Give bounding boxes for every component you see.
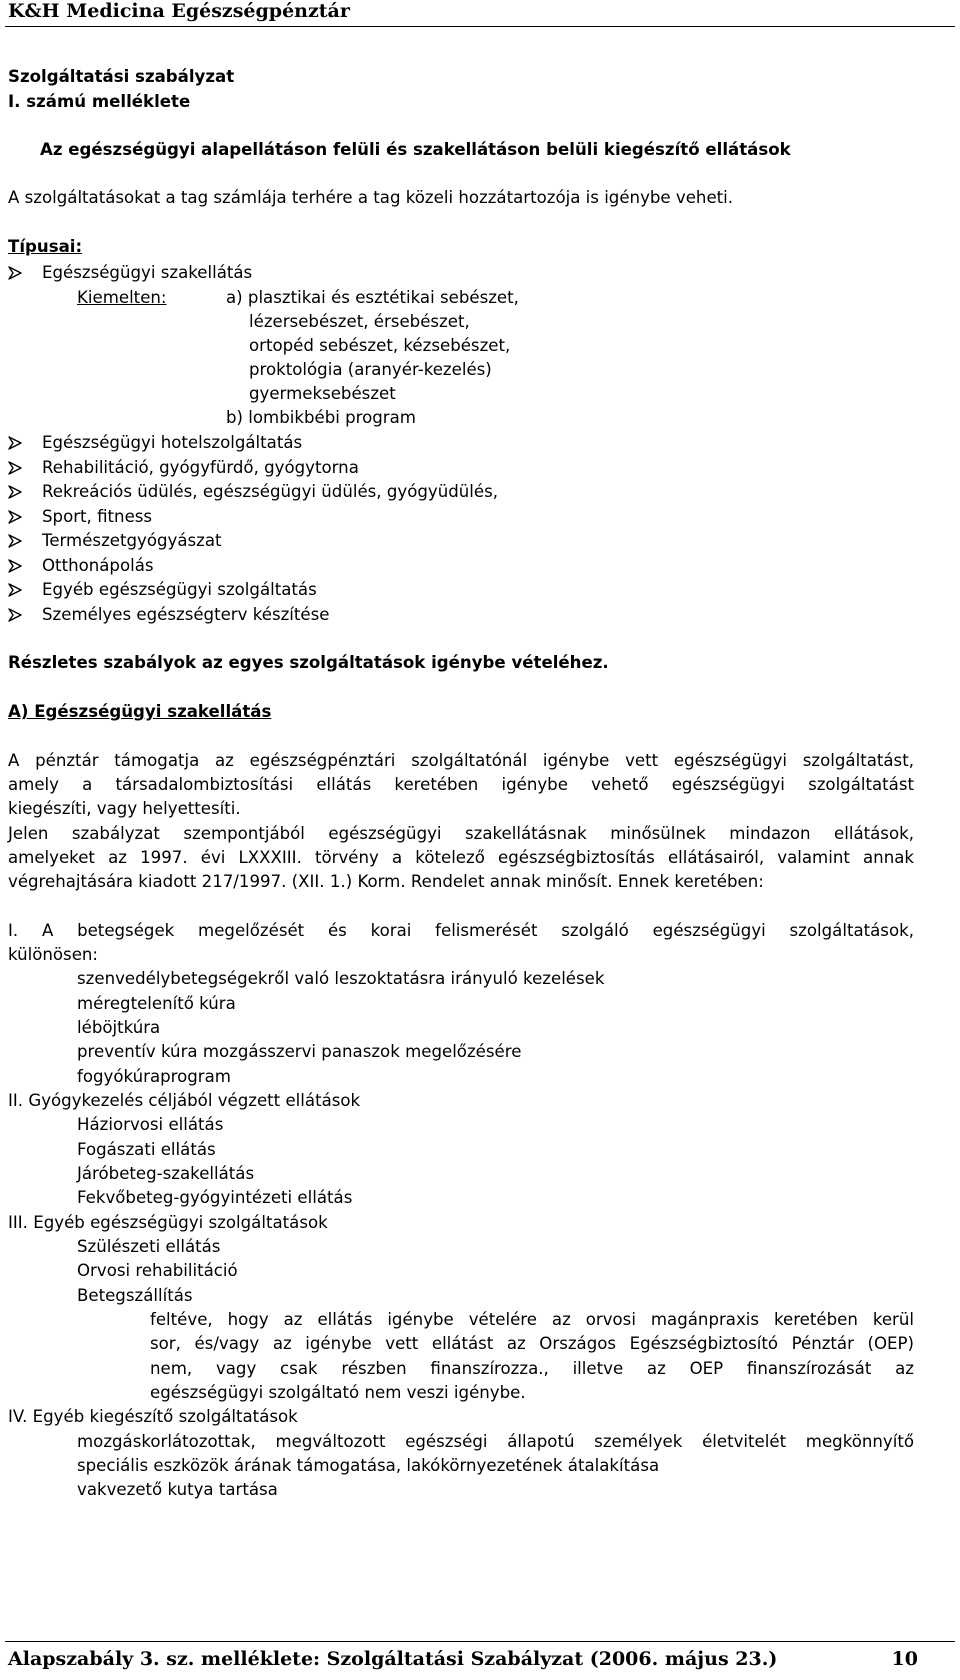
section-a-heading: A) Egészségügyi szakellátás <box>8 702 272 721</box>
footer-text: Alapszabály 3. sz. melléklete: Szolgáltatási Szabályzat (2006. május 23.) <box>8 1648 778 1670</box>
kiemelten-line: ortopéd sebészet, kézsebészet, <box>249 336 511 355</box>
kiemelten-line: a) plasztikai és esztétikai sebészet, <box>226 288 519 307</box>
doc-title-line1: Szolgáltatási szabályzat <box>8 67 235 86</box>
arrowhead-bullet-icon <box>7 484 23 500</box>
section-a-para1-line: amely a társadalombiztosítási ellátás keretében igénybe vehető egészségügyi szolgáltatást <box>8 775 914 794</box>
arrowhead-bullet-icon <box>7 533 23 549</box>
section-i-item: fogyókúraprogram <box>77 1067 231 1086</box>
section-ii-item: Fekvőbeteg-gyógyintézeti ellátás <box>77 1188 353 1207</box>
arrowhead-bullet-icon <box>7 435 23 451</box>
type-item: Sport, fitness <box>42 507 153 526</box>
section-ii-item: Háziorvosi ellátás <box>77 1115 224 1134</box>
section-iv-line: vakvezető kutya tartása <box>77 1480 278 1499</box>
section-iii-condition-line: sor, és/vagy az igénybe vett ellátást az Országos Egészségbiztosító Pénztár (OEP) <box>150 1334 914 1353</box>
section-iii-item: Orvosi rehabilitáció <box>77 1261 238 1280</box>
section-a-para1-line: kiegészíti, vagy helyettesíti. <box>8 799 241 818</box>
section-iii-condition-line: egészségügyi szolgáltató nem veszi igénybe. <box>150 1383 526 1402</box>
page-number: 10 <box>891 1648 918 1670</box>
section-ii-heading: II. Gyógykezelés céljából végzett ellátások <box>8 1091 361 1110</box>
section-i-line: I. A betegségek megelőzését és korai felismerését szolgáló egészségügyi szolgáltatások, <box>8 921 914 940</box>
section-i-line: különösen: <box>8 945 99 964</box>
kiemelten-label: Kiemelten: <box>77 288 167 307</box>
kiemelten-line: lézersebészet, érsebészet, <box>249 312 470 331</box>
type-item-specialist-care: Egészségügyi szakellátás <box>42 263 253 282</box>
kiemelten-line: gyermeksebészet <box>249 384 396 403</box>
section-i-item: léböjtkúra <box>77 1018 161 1037</box>
type-item: Természetgyógyászat <box>42 531 222 550</box>
section-a-para2-line: végrehajtására kiadott 217/1997. (XII. 1.) Korm. Rendelet annak minősít. Ennek keretében: <box>8 872 764 891</box>
footer-divider <box>5 1641 955 1642</box>
section-a-para1-line: A pénztár támogatja az egészségpénztári szolgáltatónál igénybe vett egészségügyi szolgáltatást, <box>8 751 914 770</box>
type-item: Rehabilitáció, gyógyfürdő, gyógytorna <box>42 458 359 477</box>
type-item: Egészségügyi hotelszolgáltatás <box>42 433 303 452</box>
type-item: Személyes egészségterv készítése <box>42 605 330 624</box>
type-item: Rekreációs üdülés, egészségügyi üdülés, gyógyüdülés, <box>42 482 499 501</box>
section-a-para2-line: Jelen szabályzat szempontjából egészségügyi szakellátásnak minősülnek mindazon ellátások, <box>8 824 914 843</box>
kiemelten-line: proktológia (aranyér-kezelés) <box>249 360 492 379</box>
type-item: Egyéb egészségügyi szolgáltatás <box>42 580 317 599</box>
arrowhead-bullet-icon <box>7 509 23 525</box>
section-iv-line: speciális eszközök árának támogatása, lakókörnyezetének átalakítása <box>77 1456 660 1475</box>
type-item: Otthonápolás <box>42 556 154 575</box>
arrowhead-bullet-icon <box>7 607 23 623</box>
header-divider <box>5 26 955 27</box>
arrowhead-bullet-icon <box>7 265 23 281</box>
header-title: K&H Medicina Egészségpénztár <box>8 0 350 22</box>
doc-subtitle: Az egészségügyi alapellátáson felüli és szakellátáson belüli kiegészítő ellátások <box>40 140 791 159</box>
section-i-item: preventív kúra mozgásszervi panaszok megelőzésére <box>77 1042 522 1061</box>
doc-title-line2: I. számú melléklete <box>8 92 191 111</box>
arrowhead-bullet-icon <box>7 582 23 598</box>
section-iv-heading: IV. Egyéb kiegészítő szolgáltatások <box>8 1407 298 1426</box>
types-heading: Típusai: <box>8 237 83 256</box>
section-ii-item: Járóbeteg-szakellátás <box>77 1164 255 1183</box>
rules-heading: Részletes szabályok az egyes szolgáltatások igénybe vételéhez. <box>8 653 609 672</box>
section-iii-item: Szülészeti ellátás <box>77 1237 221 1256</box>
section-iii-heading: III. Egyéb egészségügyi szolgáltatások <box>8 1213 328 1232</box>
section-i-item: méregtelenítő kúra <box>77 994 236 1013</box>
intro-text: A szolgáltatásokat a tag számlája terhére a tag közeli hozzátartozója is igénybe veheti. <box>8 188 734 207</box>
arrowhead-bullet-icon <box>7 558 23 574</box>
arrowhead-bullet-icon <box>7 460 23 476</box>
kiemelten-line: b) lombikbébi program <box>226 408 416 427</box>
section-i-item: szenvedélybetegségekről való leszoktatásra irányuló kezelések <box>77 969 605 988</box>
section-iv-line: mozgáskorlátozottak, megváltozott egészségi állapotú személyek életvitelét megkönnyítő <box>77 1432 914 1451</box>
section-ii-item: Fogászati ellátás <box>77 1140 216 1159</box>
section-iii-condition-line: feltéve, hogy az ellátás igénybe vételére az orvosi magánpraxis keretében kerül <box>150 1310 914 1329</box>
section-iii-condition-line: nem, vagy csak részben finanszírozza., illetve az OEP finanszírozását az <box>150 1359 914 1378</box>
footer <box>8 1648 918 1670</box>
section-iii-item: Betegszállítás <box>77 1286 193 1305</box>
section-a-para2-line: amelyeket az 1997. évi LXXXIII. törvény a kötelező egészségbiztosítás ellátásairól, valamint annak <box>8 848 914 867</box>
